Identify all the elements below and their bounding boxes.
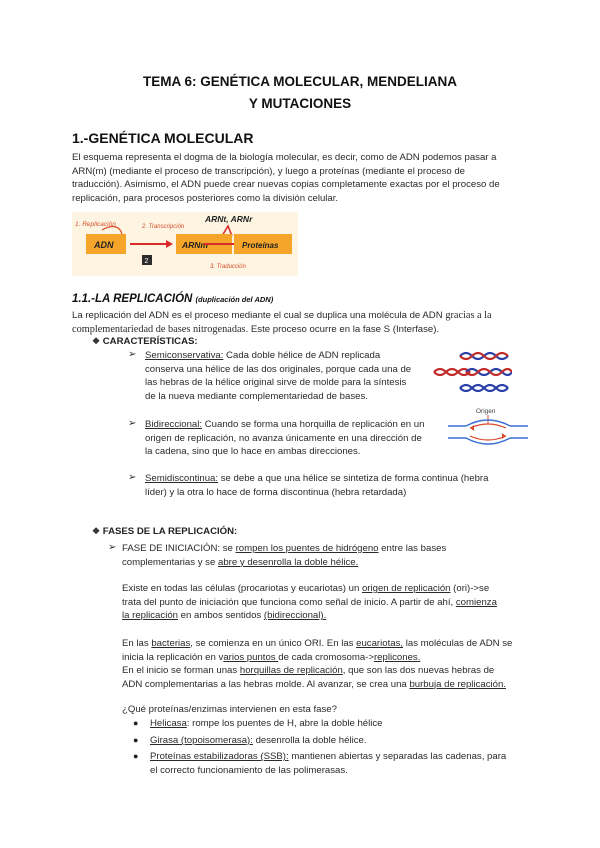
text-run: : rompe los puentes de H, abre la doble hélice	[186, 718, 383, 729]
text-run: inicia la replicación en v	[122, 651, 224, 663]
diamond-bullet-icon: ❖	[92, 526, 101, 536]
text-run: Cuando se forma una horquilla de replicación en un	[202, 419, 425, 430]
helicasa-item	[150, 717, 528, 731]
label-traduccion: 3. Traducción	[210, 264, 246, 270]
para-line	[145, 349, 427, 363]
text-run: eucariotas,	[356, 638, 404, 649]
para-line: las hebras de la hélice original sirve de molde para la síntesis	[145, 377, 407, 389]
text-run: se debe a que una hélice se sintetiza de forma continua (hebra	[218, 473, 489, 484]
text-run: (bidireccional).	[263, 610, 327, 622]
para-line: traducción). Asimismo, el ADN puede crear nuevas copias completamente exactas por el proceso de	[72, 179, 500, 191]
section-1-1-paragraph	[72, 309, 532, 336]
proteinas-estabilizadoras-item	[150, 750, 528, 777]
text-run: , que son las dos nuevas hebras de	[342, 665, 495, 677]
page-title-line-1: TEMA 6: GENÉTICA MOLECULAR, MENDELIANA	[143, 74, 457, 89]
text-run: En el inicio se forman unas	[122, 665, 240, 677]
text-run: (ori)->se	[450, 583, 490, 594]
text-run: FASES DE LA REPLICACIÓN:	[102, 526, 238, 537]
text-run: Bidireccional:	[145, 419, 203, 430]
text-run: la replicación	[122, 610, 178, 622]
para-line: El esquema representa el dogma de la biología molecular, es decir, como de ADN podemos pasar a	[72, 152, 497, 163]
label-arnm: ARNm	[182, 240, 208, 250]
text-run: trata del punto de iniciación que funciona como señal de inicio. A partir de ahí,	[122, 596, 456, 608]
label-transcripcion: 2. Transcripción	[142, 224, 185, 230]
arrow-bullet-icon: ➢	[108, 542, 117, 553]
text-run: Semiconservativa:	[145, 350, 224, 361]
new-strand-top	[470, 424, 506, 428]
para-line: replicación, para procesos posteriores como la división celular.	[72, 192, 339, 204]
page-title-line-2: Y MUTACIONES	[248, 96, 352, 111]
arrowhead-right	[502, 433, 506, 439]
section-1-paragraph	[72, 151, 528, 205]
semiconservativa-item	[145, 349, 427, 403]
para-line	[122, 637, 528, 651]
para-line	[150, 750, 528, 764]
text-run: desenrolla la doble hélice.	[252, 735, 367, 746]
label-origen: Origen	[476, 408, 496, 415]
para-line: líder) y la otra lo hace de forma discontinua (hebra retardada)	[145, 486, 407, 498]
text-run: complementarias y se	[122, 556, 218, 568]
text-run: en ambos sentidos	[178, 610, 264, 622]
bubble-bottom	[466, 438, 510, 444]
text-run: entre las bases	[378, 543, 447, 554]
section-heading-genetica-molecular: 1.-GENÉTICA MOLECULAR	[72, 130, 254, 146]
para-line	[122, 678, 528, 692]
arrow-bullet-icon: ➢	[128, 472, 137, 483]
bacterias-eucariotas-paragraph	[122, 637, 528, 691]
diagram-badge-number: 2	[144, 258, 149, 265]
para-line	[122, 651, 528, 665]
para-line	[122, 596, 528, 610]
label-arnt-arnr: ARNt, ARNr	[205, 214, 253, 224]
section-heading-replicacion	[72, 293, 273, 305]
label-replicacion: 1. Replicación	[75, 221, 116, 228]
text-run: mantienen abiertas y separadas las cadenas, para	[288, 751, 507, 762]
heading-note: (duplicación del ADN)	[195, 295, 274, 304]
para-line	[145, 418, 441, 432]
text-run: replicones.	[373, 651, 421, 663]
text-run: ADN complementarias a las hebras molde. Al avanzar, se crea una	[122, 678, 410, 690]
para-line	[72, 309, 532, 323]
para-line	[122, 609, 528, 623]
text-run: complementariedad de bases nitrogenadas	[72, 323, 246, 335]
text-run: bacterias	[151, 638, 191, 649]
text-run: Semidiscontinua:	[145, 473, 219, 484]
helix-left	[434, 369, 470, 375]
para-line: de la nueva mediante complementariedad de bases.	[145, 390, 368, 402]
para-line: conserva una hélice de las dos originales, porque cada una de	[145, 363, 412, 375]
bullet-dot-icon: ●	[133, 751, 139, 761]
bidireccional-item	[145, 418, 441, 459]
para-line	[122, 664, 528, 678]
text-run: Helicasa	[150, 718, 187, 729]
label-proteinas: Proteínas	[242, 241, 279, 250]
text-run: origen de replicación	[361, 583, 451, 594]
text-run: Girasa (topoisomerasa):	[150, 735, 253, 746]
arrow-bullet-icon: ➢	[128, 349, 137, 360]
replication-bubble-illustration	[446, 404, 530, 462]
text-run: CARACTERÍSTICAS:	[102, 336, 198, 347]
text-run: . Este proceso ocurre en la fase S (Interfase).	[245, 323, 440, 335]
para-line	[145, 472, 528, 486]
question-line: ¿Qué proteínas/enzimas intervienen en esta fase?	[122, 704, 337, 715]
fase-iniciacion-paragraph	[122, 542, 528, 569]
label-adn: ADN	[94, 240, 114, 250]
para-line: origen de replicación, no avanza únicamente en una dirección de	[145, 432, 422, 444]
para-line	[122, 582, 528, 596]
text-run: , se comienza en un único ORI. En las	[190, 638, 357, 649]
new-strand-bottom	[470, 436, 506, 440]
text-run: Proteínas estabilizadoras (SSB):	[150, 751, 289, 762]
diamond-bullet-icon: ❖	[92, 336, 101, 346]
arrowhead-left	[470, 425, 474, 431]
bullet-dot-icon: ●	[133, 735, 139, 745]
text-run: arios puntos	[223, 651, 279, 663]
central-dogma-diagram	[72, 212, 298, 276]
para-line	[122, 556, 528, 570]
para-line: la cadena, sino que lo hace en ambas direcciones.	[145, 446, 361, 458]
bullet-dot-icon: ●	[133, 718, 139, 728]
text-run: La replicación del ADN es el proceso mediante el cual se duplica una molécula de ADN	[72, 310, 446, 321]
fases-heading	[92, 526, 237, 537]
helix-top	[460, 353, 508, 359]
arrow-bullet-icon: ➢	[128, 418, 137, 429]
text-run: burbuja de replicación.	[409, 678, 506, 690]
text-run: FASE DE INICIACIÓN: se	[122, 543, 236, 554]
semiconservative-helix-illustration	[432, 350, 512, 398]
text-run: gracias a la	[445, 310, 492, 321]
text-run: comienza	[455, 596, 497, 608]
text-run: abre y desenrolla la doble hélice.	[217, 556, 359, 568]
para-line	[72, 323, 532, 337]
para-line: el correcto funcionamiento de las polimerasas.	[150, 764, 348, 776]
para-line: ARN(m) (mediante el proceso de transcripción), y luego a proteínas (mediante el proceso de	[72, 165, 466, 177]
para-line	[122, 542, 528, 556]
origen-replicacion-paragraph	[122, 582, 528, 623]
heading-text: 1.1.-LA REPLICACIÓN	[72, 293, 193, 305]
semidiscontinua-item	[145, 472, 528, 499]
text-run: las moléculas de ADN se	[403, 638, 513, 649]
text-run: Existe en todas las células (procariotas y eucariotas) un	[122, 583, 362, 594]
text-run: Cada doble hélice de ADN replicada	[223, 350, 381, 361]
girasa-item	[150, 734, 528, 748]
text-run: En las	[122, 638, 152, 649]
text-run: de cada cromosoma->	[278, 651, 374, 663]
text-run: rompen los puentes de hidrógeno	[235, 543, 379, 554]
text-run: horquillas de replicación	[239, 665, 343, 677]
helix-middle	[466, 369, 512, 375]
caracteristicas-heading	[92, 336, 198, 347]
helix-bottom	[460, 385, 508, 391]
